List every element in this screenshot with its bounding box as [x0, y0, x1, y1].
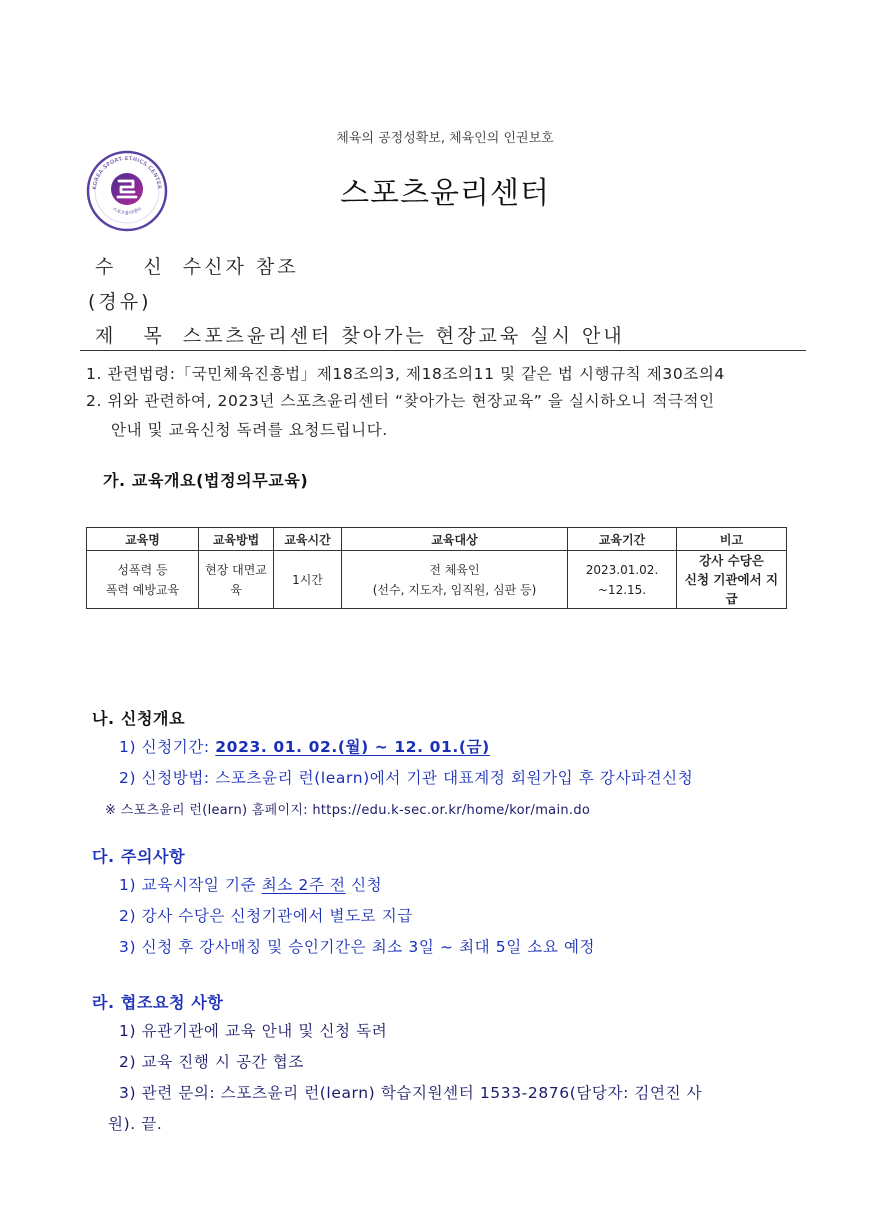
- cell-note: [677, 551, 787, 609]
- recipient-row: [95, 252, 299, 279]
- header-divider: [80, 350, 806, 351]
- logo-bottom-text: 스포츠윤리센터: [111, 207, 143, 217]
- na-item-1-label: 1) 신청기간:: [119, 738, 210, 756]
- cell-line: 육: [230, 582, 242, 597]
- slogan: 체육의 공정성확보, 체육인의 인권보호: [336, 131, 554, 146]
- logo-ring-text: KOREA SPORT ETHICS CENTER: [91, 155, 163, 190]
- table-header-cell: 교육대상: [342, 528, 568, 551]
- education-overview-table: [86, 527, 787, 609]
- section-ra-title: 라. 협조요청 사항: [92, 993, 224, 1012]
- table-header-cell: 교육방법: [199, 528, 274, 551]
- homepage-note: ※ 스포츠윤리 런(learn) 홈페이지: https://edu.k-sec.or.kr/home/kor/main.do: [105, 803, 591, 818]
- table-header-row: [87, 528, 787, 551]
- na-item-2: 2) 신청방법: 스포츠윤리 런(learn)에서 기관 대표계정 회원가입 후 강사파견신청: [119, 769, 694, 787]
- ra-item-3-line-2: 원). 끝.: [108, 1115, 163, 1133]
- subject-value: 스포츠윤리센터 찾아가는 현장교육 실시 안내: [182, 325, 625, 347]
- cell-line: 급: [725, 591, 738, 606]
- da-item-1: [119, 873, 382, 895]
- cell-target: [342, 551, 568, 609]
- cell-line: (선수, 지도자, 임직원, 심판 등): [372, 582, 537, 597]
- section-da-title: 다. 주의사항: [92, 847, 186, 866]
- da-item-3: 3) 신청 후 강사매칭 및 승인기간은 최소 3일 ~ 최대 5일 소요 예정: [119, 938, 596, 956]
- cell-method: [199, 551, 274, 609]
- subject-label: 제 목: [95, 325, 174, 347]
- table-row: [87, 551, 787, 609]
- section-na-title: 나. 신청개요: [92, 709, 186, 728]
- table-header-cell: 교육명: [87, 528, 199, 551]
- table-header-cell: 교육시간: [274, 528, 342, 551]
- ra-item-1: 1) 유관기관에 교육 안내 및 신청 독려: [119, 1022, 388, 1040]
- da-item-1-emphasis: 최소 2주 전: [261, 876, 346, 894]
- cell-course-name: [87, 551, 199, 609]
- table-header-cell: 비고: [677, 528, 787, 551]
- recipient-value: 수신자 참조: [182, 256, 299, 278]
- body-item-1: 1. 관련법령:「국민체육진흥법」제18조의3, 제18조의11 및 같은 법 시행규칙 제30조의4: [86, 365, 725, 383]
- na-item-1: [119, 735, 490, 757]
- recipient-label: 수 신: [95, 256, 174, 278]
- cell-time: 1시간: [274, 551, 342, 609]
- da-item-2: 2) 강사 수당은 신청기관에서 별도로 지급: [119, 907, 413, 925]
- body-item-2-line-2: 안내 및 교육신청 독려를 요청드립니다.: [111, 421, 388, 439]
- cell-period: [568, 551, 677, 609]
- cell-line: 폭력 예방교육: [105, 582, 180, 597]
- application-period-value: 2023. 01. 02.(월) ~ 12. 01.(금): [215, 738, 490, 756]
- via-label: (경유): [88, 291, 152, 313]
- cell-line: 2023.01.02.: [585, 562, 659, 577]
- cell-line: 신청 기관에서 지: [684, 572, 779, 587]
- cell-line: 강사 수당은: [699, 553, 764, 568]
- cell-line: 전 체육인: [429, 562, 480, 577]
- ra-item-2: 2) 교육 진행 시 공간 협조: [119, 1053, 304, 1071]
- ra-item-3-line-1: 3) 관련 문의: 스포츠윤리 런(learn) 학습지원센터 1533-2876(담당자: 김연진 사: [119, 1084, 703, 1102]
- org-title: 스포츠윤리센터: [340, 176, 550, 211]
- cell-line: 성폭력 등: [117, 562, 168, 577]
- subject-row: [95, 321, 625, 348]
- body-item-2-line-1: 2. 위와 관련하여, 2023년 스포츠윤리센터 “찾아가는 현장교육” 을 실시하오니 적극적인: [86, 392, 715, 410]
- cell-line: 현장 대면교: [205, 562, 267, 577]
- section-ga-title: 가. 교육개요(법정의무교육): [103, 471, 309, 490]
- cell-line: ~12.15.: [597, 582, 647, 597]
- table-header-cell: 교육기간: [568, 528, 677, 551]
- da-item-1-prefix: 1) 교육시작일 기준: [119, 876, 257, 894]
- da-item-1-suffix: 신청: [351, 876, 383, 894]
